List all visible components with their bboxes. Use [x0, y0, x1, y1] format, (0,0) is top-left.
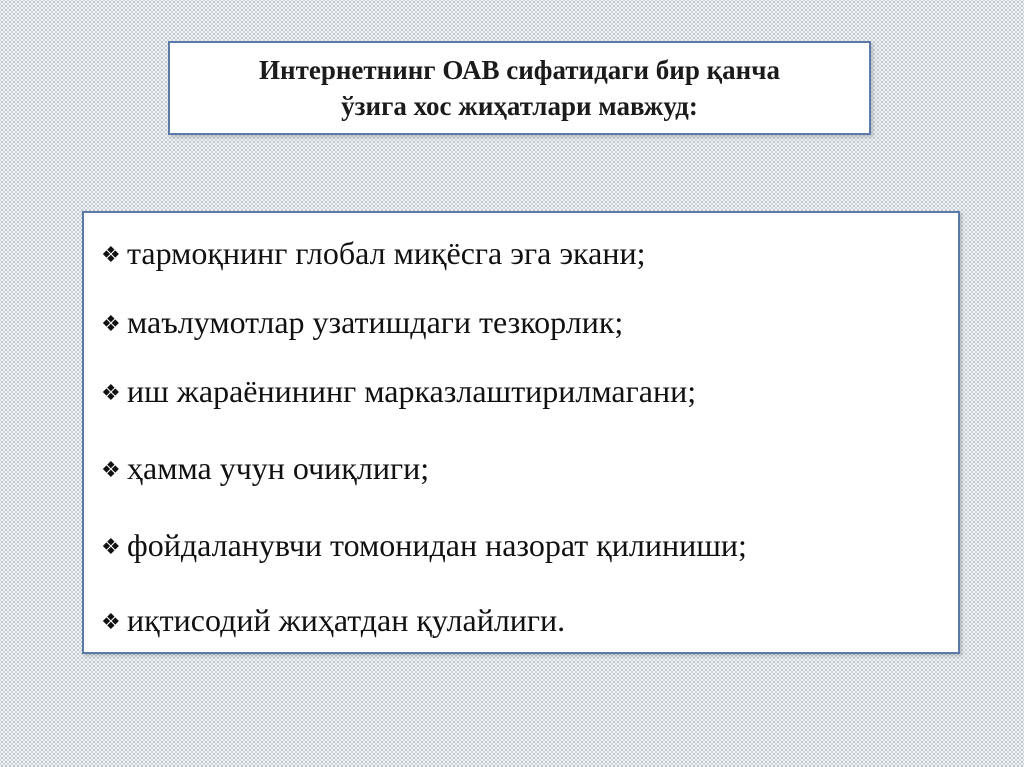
diamond-bullet-icon: ❖: [101, 381, 121, 406]
list-item: [101, 600, 565, 645]
list-item: [101, 302, 623, 347]
list-item-text: тармоқнинг глобал миқёсга эга экани;: [127, 235, 646, 271]
list-item-text: иш жараёнининг марказлаштирилмагани;: [127, 373, 697, 409]
diamond-bullet-icon: ❖: [101, 610, 121, 635]
diamond-bullet-icon: ❖: [101, 243, 121, 268]
diamond-bullet-icon: ❖: [101, 535, 121, 560]
list-item: [101, 448, 429, 493]
slide-title: [259, 52, 780, 124]
slide-title-line-1: Интернетнинг ОАВ сифатидаги бир қанча: [259, 55, 780, 85]
slide-title-line-2: ўзига хос жиҳатлари мавжуд:: [341, 91, 698, 121]
list-item: [101, 371, 696, 416]
list-item: [101, 525, 747, 570]
list-item: [101, 233, 645, 278]
list-item-text: ҳамма учун очиқлиги;: [127, 450, 430, 486]
title-box: [168, 41, 871, 135]
list-item-text: иқтисодий жиҳатдан қулайлиги.: [127, 602, 566, 638]
diamond-bullet-icon: ❖: [101, 458, 121, 483]
list-item-text: маълумотлар узатишдаги тезкорлик;: [127, 304, 624, 340]
diamond-bullet-icon: ❖: [101, 312, 121, 337]
list-item-text: фойдаланувчи томонидан назорат қилиниши;: [127, 527, 747, 563]
bullet-list-box: [82, 211, 960, 654]
